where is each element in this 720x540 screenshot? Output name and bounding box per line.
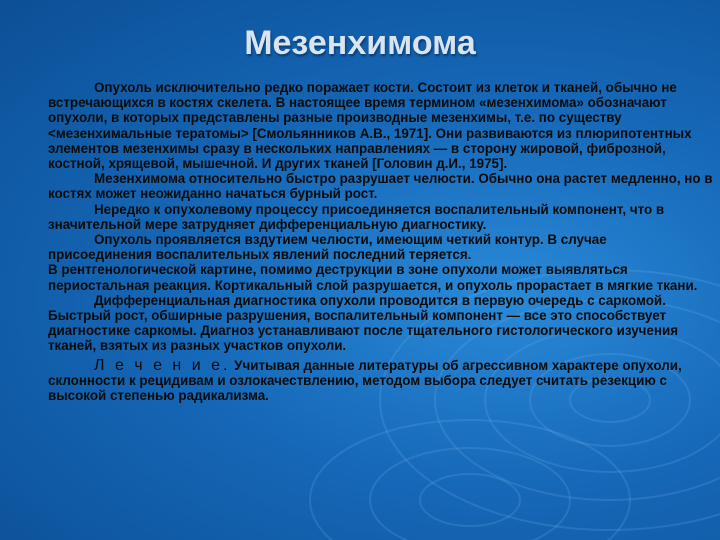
- paragraph-inflammation: Нередко к опухолевому процессу присоединяется воспалительный компонент, что в значительной мере затрудняет дифференциальную диагностику.: [48, 201, 665, 232]
- slide-title: Мезенхимома: [244, 24, 476, 62]
- paragraph-description: Опухоль исключительно редко поражает кости. Состоит из клеток и тканей, обычно не встречающихся в костях скелета. В настоящее время термином «мезенхимома» обозначают опухоли, в которых представлены разные производные мезенхимы, т.е. по существу <мезенхимальные тератомы> [Смольянников А.В., 1971]. Они развиваются из плюрипотентных элементов мезенхимы сразу в нескольких направлениях — в сторону жировой, фиброзной, костной, хрящевой, мышечной. И других тканей [Головин д.И., 1975].: [48, 80, 692, 172]
- paragraph-radiology: В рентгенологической картине, помимо деструкции в зоне опухоли может выявляться периостальная реакция. Кортикальный слой разрушается, и опухоль прорастает в мягкие ткани.: [48, 262, 698, 293]
- treatment-text: Учитывая данные литературы об агрессивном характере опухоли, склонности к рецидивам и озлокачествлению, методом выбора следует считать резекцию с высокой степенью радикализма.: [48, 357, 682, 404]
- paragraph-clinical: Опухоль проявляется вздутием челюсти, имеющим четкий контур. В случае присоединения воспалительных явлений последний теряется.: [48, 232, 607, 263]
- treatment-heading: Л е ч е н и е.: [94, 356, 231, 374]
- paragraph-treatment: [48, 358, 713, 404]
- slide-body: [48, 80, 713, 403]
- paragraph-growth: Мезенхимома относительно быстро разрушает челюсти. Обычно она растет медленно, но в костях может неожиданно начаться бурный рост.: [48, 171, 713, 202]
- paragraph-differential: Дифференциальная диагностика опухоли проводится в первую очередь с саркомой. Быстрый рост, обширные разрушения, воспалительный компонент — все это способствует диагностике саркомы. Диагноз устанавливают после тщательного гистологического изучения тканей, взятых из разных участков опухоли.: [48, 292, 679, 354]
